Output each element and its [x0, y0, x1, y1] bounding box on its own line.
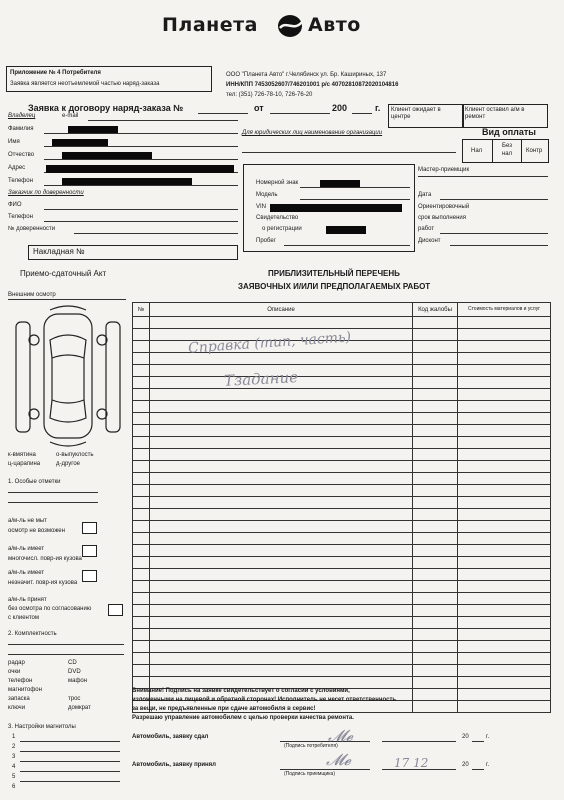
table-row: [133, 485, 551, 497]
table-cell[interactable]: [413, 365, 458, 377]
table-cell[interactable]: [458, 497, 551, 509]
warning-line4: Разрешаю управление автомобилем с целью проверки качества ремонта.: [132, 715, 354, 721]
table-cell[interactable]: [458, 461, 551, 473]
worklist-title2: ЗАЯВОЧНЫХ И/ИЛИ ПРЕДПОЛАГАЕМЫХ РАБОТ: [238, 282, 431, 291]
radio-slot: 6: [12, 784, 16, 790]
table-cell[interactable]: [150, 401, 413, 413]
patronymic-label: Отчество: [8, 152, 35, 158]
radio-slot: 4: [12, 764, 16, 770]
car-damage-diagram-icon: [10, 300, 126, 450]
table-cell[interactable]: [458, 593, 551, 605]
surname-redacted: [68, 126, 118, 133]
table-row: [133, 653, 551, 665]
table-cell[interactable]: [133, 665, 150, 677]
kit-item: трос: [68, 696, 81, 702]
kit-item: мафон: [68, 678, 88, 684]
table-cell[interactable]: [133, 521, 150, 533]
table-cell[interactable]: [458, 401, 551, 413]
proxy-phone-label: Телефон: [8, 214, 33, 220]
table-cell[interactable]: [413, 653, 458, 665]
table-cell[interactable]: [150, 593, 413, 605]
est1-label: Ориентировочный: [418, 204, 470, 210]
exterior-label: Внешним осмотр: [8, 292, 56, 298]
table-row: [133, 569, 551, 581]
kit-item: радар: [8, 660, 25, 666]
table-row: [133, 413, 551, 425]
multi-damage-label2: многочисл. повр-ия кузова: [8, 556, 82, 562]
col-desc: Описание: [150, 303, 413, 317]
cert1-label: Свидетельство: [256, 215, 299, 221]
table-row: [133, 557, 551, 569]
table-cell[interactable]: [133, 545, 150, 557]
table-row: [133, 365, 551, 377]
table-cell[interactable]: [413, 617, 458, 629]
minor-damage-label2: незначит. повр-ия кузова: [8, 580, 78, 586]
accepted-g: г.: [486, 762, 490, 768]
plate-label: Номерной знак: [256, 180, 299, 186]
vin-redacted: [270, 204, 402, 212]
est2-label: срок выполнения: [418, 215, 466, 221]
table-cell[interactable]: [150, 461, 413, 473]
table-cell[interactable]: [458, 341, 551, 353]
table-cell[interactable]: [150, 425, 413, 437]
table-cell[interactable]: [413, 605, 458, 617]
table-cell[interactable]: [413, 473, 458, 485]
company-info: [226, 72, 546, 102]
table-cell[interactable]: [413, 533, 458, 545]
col-code: Код жалобы: [413, 303, 458, 317]
table-cell[interactable]: [133, 641, 150, 653]
table-cell[interactable]: [150, 581, 413, 593]
worklist-title1: ПРИБЛИЗИТЕЛЬНЫЙ ПЕРЕЧЕНЬ: [268, 269, 400, 278]
client-waits-box[interactable]: [388, 104, 464, 128]
table-cell[interactable]: [458, 557, 551, 569]
accepted-label3: с клиентом: [8, 615, 40, 621]
table-cell[interactable]: [133, 329, 150, 341]
appendix-box: [6, 66, 212, 92]
warning-line2: изложенными на лицевой и обратной сторонах! Исполнитель не несет ответственность: [132, 697, 397, 703]
table-cell[interactable]: [133, 497, 150, 509]
table-cell[interactable]: [458, 545, 551, 557]
kit-item: магнитофон: [8, 687, 42, 693]
table-cell[interactable]: [458, 413, 551, 425]
table-row: [133, 377, 551, 389]
table-cell[interactable]: [413, 413, 458, 425]
table-cell[interactable]: [413, 557, 458, 569]
name-label: Имя: [8, 139, 20, 145]
payment-contract-box[interactable]: [521, 139, 549, 163]
table-cell[interactable]: [133, 389, 150, 401]
table-cell[interactable]: [133, 581, 150, 593]
kit-item: ключи: [8, 705, 26, 711]
radio-list: [8, 734, 128, 794]
owner-heading: Владелец: [8, 113, 36, 119]
table-cell[interactable]: [133, 605, 150, 617]
proxy-heading: Заказчик по доверенности: [8, 190, 84, 196]
table-cell[interactable]: [133, 557, 150, 569]
table-cell[interactable]: [150, 413, 413, 425]
consumer-sign-caption: (Подпись потребителя): [284, 743, 338, 749]
surname-label: Фамилия: [8, 126, 34, 132]
accepted-signature-scribble: 𝓜𝓮: [326, 750, 351, 769]
legal-heading: Для юридических лиц наименование организации: [242, 130, 383, 136]
vin-label: VIN: [256, 204, 267, 210]
table-cell[interactable]: [150, 617, 413, 629]
table-row: [133, 533, 551, 545]
table-cell[interactable]: [133, 629, 150, 641]
table-cell[interactable]: [150, 557, 413, 569]
master-label: Мастер-приемщик: [418, 167, 470, 173]
kit-item: запаска: [8, 696, 30, 702]
table-cell[interactable]: [413, 401, 458, 413]
table-cell[interactable]: [413, 461, 458, 473]
payment-noncash-box[interactable]: [492, 139, 522, 163]
request-title: Заявка к договору наряд-заказа №: [28, 103, 184, 113]
table-cell[interactable]: [458, 473, 551, 485]
kit-item: DVD: [68, 669, 81, 675]
table-cell[interactable]: [150, 653, 413, 665]
accepted-label1: а/м-ль принят: [8, 597, 47, 603]
logo-part1: Планета: [162, 14, 258, 36]
table-cell[interactable]: [413, 497, 458, 509]
table-cell[interactable]: [458, 425, 551, 437]
proxy-fio-label: ФИО: [8, 202, 22, 208]
kit-list: [8, 660, 128, 720]
table-cell[interactable]: [413, 485, 458, 497]
company-address: ООО "Планета Авто" г.Челябинск ул. Бр. Кашириных, 137: [226, 72, 387, 78]
col-cost: Стоимость материалов и услуг: [458, 303, 551, 317]
table-cell[interactable]: [458, 377, 551, 389]
accepted-signature-row: [132, 750, 552, 784]
table-cell[interactable]: [413, 341, 458, 353]
table-cell[interactable]: [133, 533, 150, 545]
table-cell[interactable]: [133, 449, 150, 461]
handed-g: г.: [486, 734, 490, 740]
table-row: [133, 545, 551, 557]
multi-damage-checkbox[interactable]: [82, 545, 97, 557]
table-cell[interactable]: [458, 329, 551, 341]
company-tax: ИНН/КПП 7453052607/746201001 р/с 40702810872020104816: [226, 82, 399, 88]
table-cell[interactable]: [413, 581, 458, 593]
radio-slot: 2: [12, 744, 16, 750]
table-cell[interactable]: [133, 509, 150, 521]
proxy-section: [8, 190, 238, 238]
table-row: [133, 677, 551, 689]
name-redacted: [52, 139, 108, 146]
table-cell[interactable]: [150, 641, 413, 653]
radio-slot: 3: [12, 754, 16, 760]
table-cell[interactable]: [150, 509, 413, 521]
accepted-date-hand: 17 12: [394, 756, 429, 770]
table-cell[interactable]: [458, 665, 551, 677]
minor-damage-checkbox[interactable]: [82, 570, 97, 582]
table-cell[interactable]: [133, 569, 150, 581]
table-cell[interactable]: [133, 461, 150, 473]
discount-label: Дисконт: [418, 238, 441, 244]
table-cell[interactable]: [458, 365, 551, 377]
request-year: 200: [332, 103, 348, 113]
handed-year: 20: [462, 734, 469, 740]
radio-slot: 1: [12, 734, 16, 740]
table-cell[interactable]: [413, 629, 458, 641]
table-row: [133, 593, 551, 605]
handed-signature-row: [132, 726, 552, 752]
phone-label: Телефон: [8, 178, 33, 184]
table-cell[interactable]: [150, 677, 413, 689]
table-cell[interactable]: [150, 629, 413, 641]
table-cell[interactable]: [133, 353, 150, 365]
client-left-label: Клиент оставил а/м в ремонт: [465, 107, 525, 121]
radio-slot: 5: [12, 774, 16, 780]
table-cell[interactable]: [413, 353, 458, 365]
cert2-label: о регистрации: [262, 226, 302, 232]
table-row: [133, 509, 551, 521]
table-cell[interactable]: [133, 377, 150, 389]
patronymic-redacted: [62, 152, 152, 159]
table-cell[interactable]: [133, 617, 150, 629]
table-cell[interactable]: [150, 389, 413, 401]
table-cell[interactable]: [458, 485, 551, 497]
table-cell[interactable]: [133, 425, 150, 437]
table-cell[interactable]: [150, 485, 413, 497]
company-phone: тел: (351) 726-78-10, 726-76-20: [226, 92, 313, 98]
table-cell[interactable]: [413, 593, 458, 605]
warning-line3: за вещи, не предъявленные при сдаче автомобиля в сервис!: [132, 706, 316, 712]
waybill-label: Накладная №: [33, 247, 85, 256]
handwritten-line1: Справка (тип, часть): [187, 329, 352, 357]
table-cell[interactable]: [133, 413, 150, 425]
mileage-label: Пробег: [256, 238, 276, 244]
table-row: [133, 425, 551, 437]
unwashed-checkbox[interactable]: [82, 522, 97, 534]
unwashed-label2: осмотр не возможен: [8, 528, 65, 534]
table-row: [133, 665, 551, 677]
table-row: [133, 401, 551, 413]
kit-item: CD: [68, 660, 77, 666]
email-label: e-mail: [62, 113, 79, 119]
table-cell[interactable]: [133, 365, 150, 377]
table-row: [133, 389, 551, 401]
plate-redacted: [320, 180, 360, 187]
payment-contract-label: Контр: [526, 148, 543, 154]
table-cell[interactable]: [458, 569, 551, 581]
work-table: [132, 302, 551, 713]
table-cell[interactable]: [133, 317, 150, 329]
damage-legend: [8, 452, 128, 470]
table-cell[interactable]: [458, 437, 551, 449]
table-row: [133, 629, 551, 641]
table-cell[interactable]: [133, 653, 150, 665]
table-row: [133, 521, 551, 533]
accepted-year: 20: [462, 762, 469, 768]
client-left-box[interactable]: [462, 104, 548, 128]
special-heading: 1. Особые отметки: [8, 479, 61, 485]
appendix-note: Заявка является неотъемлемой частью наряд-заказа: [10, 81, 160, 87]
kit-item: очки: [8, 669, 21, 675]
col-num: №: [133, 303, 150, 317]
minor-damage-label1: а/м-ль имеет: [8, 570, 45, 576]
table-cell[interactable]: [150, 449, 413, 461]
appendix-title: Приложение № 4 Потребителя: [10, 70, 101, 76]
table-cell[interactable]: [150, 605, 413, 617]
table-cell[interactable]: [413, 389, 458, 401]
acceptance-title: Приемо-сдаточный Акт: [20, 269, 107, 278]
table-cell[interactable]: [413, 329, 458, 341]
table-cell[interactable]: [413, 425, 458, 437]
legend-other: д-другое: [56, 461, 80, 467]
table-cell[interactable]: [458, 521, 551, 533]
table-cell[interactable]: [413, 437, 458, 449]
payment-cash-box[interactable]: [462, 139, 493, 163]
table-cell[interactable]: [458, 641, 551, 653]
table-cell[interactable]: [133, 473, 150, 485]
table-row: [133, 617, 551, 629]
table-row: [133, 473, 551, 485]
accepted-label2: без осмотра по согласованию: [8, 606, 92, 612]
table-cell[interactable]: [458, 389, 551, 401]
table-cell[interactable]: [458, 605, 551, 617]
table-row: [133, 437, 551, 449]
table-cell[interactable]: [150, 665, 413, 677]
table-cell[interactable]: [413, 641, 458, 653]
table-row: [133, 497, 551, 509]
table-cell[interactable]: [458, 317, 551, 329]
payment-cash-label: Нал: [471, 148, 483, 154]
request-from: от: [254, 103, 264, 113]
est3-label: работ: [418, 226, 435, 232]
phone-redacted: [62, 178, 192, 185]
table-cell[interactable]: [458, 653, 551, 665]
table-cell[interactable]: [150, 497, 413, 509]
table-cell[interactable]: [413, 521, 458, 533]
payment-noncash-label: Без нал: [501, 143, 513, 157]
table-cell[interactable]: [413, 665, 458, 677]
table-cell[interactable]: [458, 353, 551, 365]
waybill-box: [28, 245, 238, 260]
logo: [162, 10, 392, 42]
receiver-sign-caption: (Подпись приемщика): [284, 771, 335, 777]
table-row: [133, 641, 551, 653]
accepted-checkbox[interactable]: [108, 604, 123, 616]
table-cell[interactable]: [133, 485, 150, 497]
table-cell[interactable]: [458, 509, 551, 521]
table-cell[interactable]: [458, 581, 551, 593]
table-cell[interactable]: [150, 545, 413, 557]
warning-line1: Внимание! Подпись на заявке свидетельствует о согласии с условиями,: [132, 688, 350, 694]
table-row: [133, 605, 551, 617]
legend-dent: к-вмятина: [8, 452, 36, 458]
table-cell[interactable]: [458, 617, 551, 629]
table-cell[interactable]: [413, 677, 458, 689]
table-cell[interactable]: [150, 521, 413, 533]
kit-heading: 2. Комплектность: [8, 631, 57, 637]
address-label: Адрес: [8, 165, 26, 171]
table-cell[interactable]: [458, 533, 551, 545]
table-row: [133, 461, 551, 473]
table-cell[interactable]: [133, 401, 150, 413]
legend-scratch: ц-царапина: [8, 461, 41, 467]
date-label: Дата: [418, 192, 432, 198]
cert-redacted: [326, 226, 366, 234]
table-cell[interactable]: [133, 593, 150, 605]
logo-part2: Авто: [308, 14, 361, 36]
planet-logo-icon: [276, 12, 304, 40]
table-cell[interactable]: [150, 473, 413, 485]
client-waits-label: Клиент ожидает в центре: [391, 107, 441, 121]
table-cell[interactable]: [413, 377, 458, 389]
table-cell[interactable]: [458, 629, 551, 641]
unwashed-label1: а/м-ль не мыт: [8, 518, 47, 524]
table-cell[interactable]: [413, 449, 458, 461]
table-cell[interactable]: [413, 569, 458, 581]
request-year-suffix: г.: [375, 103, 381, 113]
table-cell[interactable]: [150, 437, 413, 449]
table-cell[interactable]: [413, 509, 458, 521]
table-cell[interactable]: [133, 677, 150, 689]
table-row: [133, 449, 551, 461]
multi-damage-label1: а/м-ль имеет: [8, 546, 45, 552]
handwritten-line2: Тзадание: [223, 368, 299, 390]
handed-signature-scribble: 𝓜𝓮: [328, 726, 353, 745]
warning-block: [132, 688, 552, 728]
radio-heading: 3. Настройки магнитолы: [8, 724, 76, 730]
table-cell[interactable]: [133, 341, 150, 353]
table-row: [133, 581, 551, 593]
proxy-number-label: № доверенности: [8, 226, 56, 232]
model-label: Модель: [256, 192, 278, 198]
handed-label: Автомобиль, заявку сдал: [132, 734, 209, 740]
kit-item: телефон: [8, 678, 33, 684]
kit-item: домкрат: [68, 705, 91, 711]
table-row: [133, 317, 551, 329]
table-cell[interactable]: [413, 545, 458, 557]
address-redacted: [46, 165, 234, 173]
table-cell[interactable]: [150, 569, 413, 581]
accepted-label: Автомобиль, заявку принял: [132, 762, 216, 768]
table-cell[interactable]: [133, 437, 150, 449]
table-cell[interactable]: [458, 449, 551, 461]
table-cell[interactable]: [413, 317, 458, 329]
legend-bulge: о-выпуклость: [56, 452, 94, 458]
payment-heading: Вид оплаты: [482, 127, 536, 137]
table-cell[interactable]: [458, 677, 551, 689]
table-cell[interactable]: [150, 533, 413, 545]
owner-section: [8, 113, 238, 189]
table-cell[interactable]: [150, 317, 413, 329]
